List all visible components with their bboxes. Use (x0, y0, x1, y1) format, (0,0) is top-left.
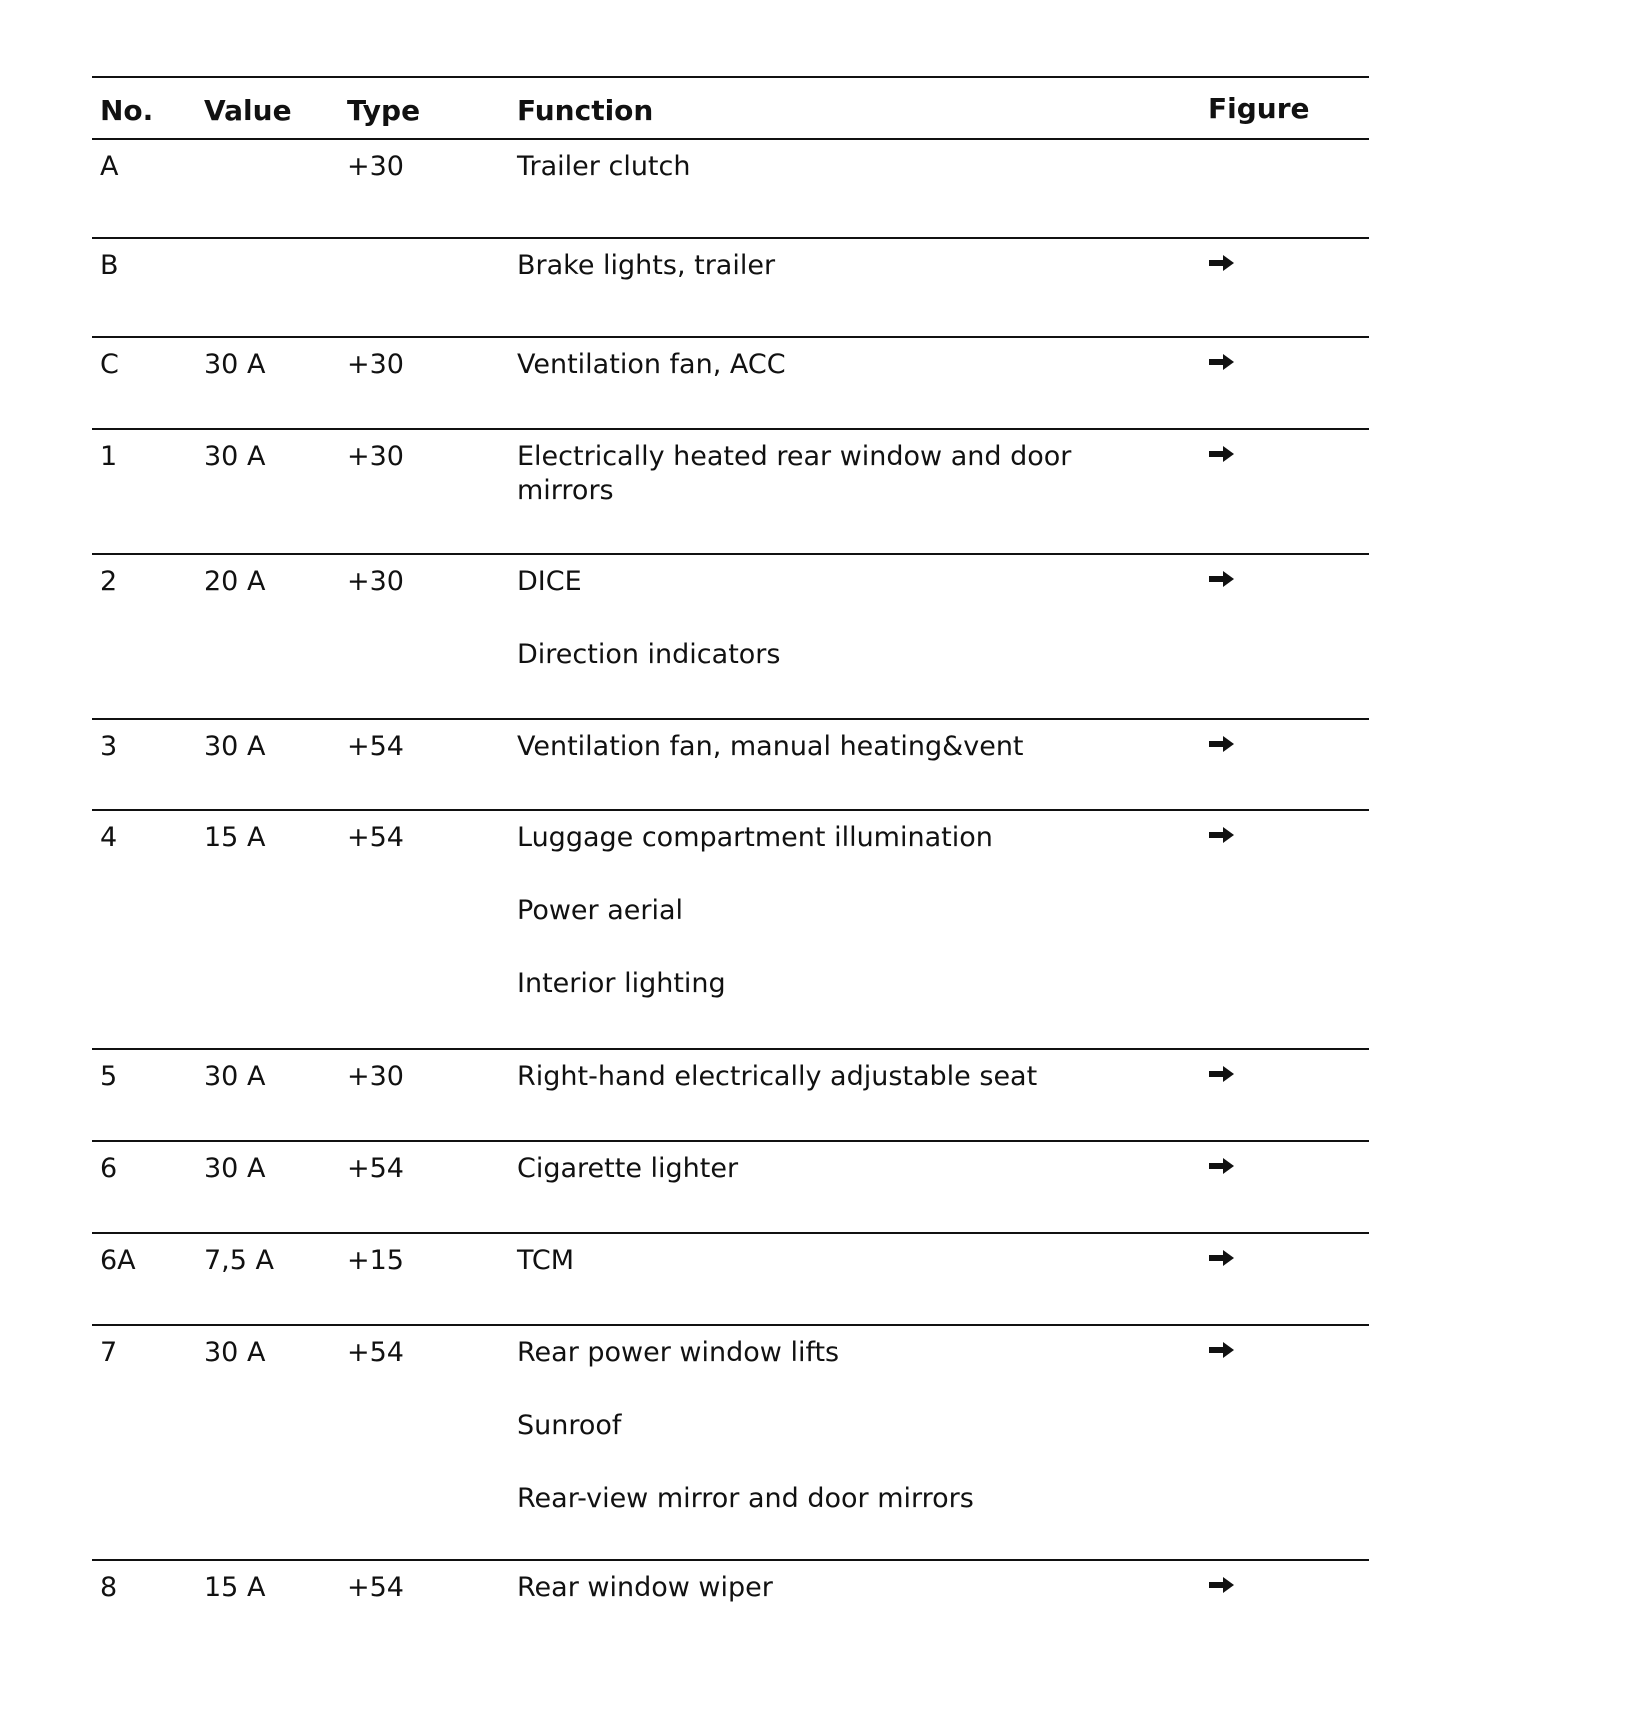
cell-function (517, 821, 1117, 1001)
cell-type: +54 (347, 1572, 404, 1603)
cell-function (517, 1571, 1117, 1605)
cell-function (517, 348, 1117, 382)
cell-function (517, 1060, 1117, 1094)
cell-type: +30 (347, 441, 404, 472)
table-row (92, 430, 1369, 555)
right-arrow-icon[interactable] (1207, 253, 1237, 273)
cell-no: 8 (100, 1572, 118, 1603)
cell-value: 30 A (204, 1153, 266, 1184)
cell-function (517, 440, 1117, 508)
cell-no: 1 (100, 441, 118, 472)
fuse-table (92, 76, 1369, 1651)
cell-value: 7,5 A (204, 1245, 274, 1276)
cell-no: C (100, 349, 119, 380)
cell-type: +54 (347, 731, 404, 762)
function-line: Brake lights, trailer (517, 250, 776, 281)
function-line: Rear window wiper (517, 1572, 773, 1603)
cell-no: A (100, 151, 119, 182)
cell-value: 30 A (204, 1061, 266, 1092)
function-line: Right-hand electrically adjustable seat (517, 1061, 1038, 1092)
header-function: Function (517, 94, 654, 127)
function-line: Power aerial (517, 895, 684, 926)
cell-value: 15 A (204, 1572, 266, 1603)
cell-function (517, 565, 1117, 672)
table-row (92, 555, 1369, 720)
function-line: Electrically heated rear window and door mirrors (517, 441, 1072, 506)
right-arrow-icon[interactable] (1207, 1064, 1237, 1084)
header-value: Value (204, 94, 292, 127)
cell-type: +15 (347, 1245, 404, 1276)
right-arrow-icon[interactable] (1207, 1156, 1237, 1176)
cell-type: +30 (347, 349, 404, 380)
right-arrow-icon[interactable] (1207, 1575, 1237, 1595)
function-line: Direction indicators (517, 639, 781, 670)
function-line: Cigarette lighter (517, 1153, 739, 1184)
table-row (92, 1234, 1369, 1326)
cell-type: +30 (347, 1061, 404, 1092)
cell-no: 6A (100, 1245, 136, 1276)
cell-type: +54 (347, 1337, 404, 1368)
cell-type: +30 (347, 151, 404, 182)
cell-function (517, 1336, 1117, 1516)
cell-function (517, 730, 1117, 764)
cell-no: 3 (100, 731, 118, 762)
right-arrow-icon[interactable] (1207, 1340, 1237, 1360)
header-figure: Figure (1208, 92, 1310, 125)
cell-no: 2 (100, 566, 118, 597)
right-arrow-icon[interactable] (1207, 444, 1237, 464)
cell-function (517, 249, 1117, 283)
cell-value: 15 A (204, 822, 266, 853)
cell-type: +54 (347, 1153, 404, 1184)
function-line: Luggage compartment illumination (517, 822, 993, 853)
table-row (92, 1326, 1369, 1561)
cell-value: 30 A (204, 731, 266, 762)
right-arrow-icon[interactable] (1207, 1248, 1237, 1268)
cell-value: 30 A (204, 441, 266, 472)
table-row (92, 1561, 1369, 1651)
cell-no: 5 (100, 1061, 118, 1092)
table-row (92, 140, 1369, 239)
table-row (92, 1142, 1369, 1234)
table-row (92, 338, 1369, 430)
table-row (92, 1050, 1369, 1142)
cell-function (517, 150, 1117, 184)
right-arrow-icon[interactable] (1207, 569, 1237, 589)
right-arrow-icon[interactable] (1207, 734, 1237, 754)
function-line: Rear-view mirror and door mirrors (517, 1483, 974, 1514)
right-arrow-icon[interactable] (1207, 825, 1237, 845)
cell-no: 7 (100, 1337, 118, 1368)
cell-no: 6 (100, 1153, 118, 1184)
table-row (92, 811, 1369, 1050)
function-line: Sunroof (517, 1410, 622, 1441)
right-arrow-icon[interactable] (1207, 352, 1237, 372)
cell-value: 30 A (204, 349, 266, 380)
function-line: Ventilation fan, ACC (517, 349, 786, 380)
cell-type: +30 (347, 566, 404, 597)
header-no: No. (100, 94, 154, 127)
function-line: Interior lighting (517, 968, 726, 999)
cell-value: 30 A (204, 1337, 266, 1368)
table-header-row (92, 78, 1369, 140)
table-body (92, 140, 1369, 1651)
cell-function (517, 1152, 1117, 1186)
function-line: Trailer clutch (517, 151, 691, 182)
function-line: Rear power window lifts (517, 1337, 840, 1368)
header-type: Type (347, 94, 421, 127)
cell-type: +54 (347, 822, 404, 853)
cell-no: B (100, 250, 119, 281)
function-line: DICE (517, 566, 582, 597)
cell-no: 4 (100, 822, 118, 853)
function-line: TCM (517, 1245, 575, 1276)
table-row (92, 720, 1369, 811)
table-row (92, 239, 1369, 338)
cell-value: 20 A (204, 566, 266, 597)
cell-function (517, 1244, 1117, 1278)
function-line: Ventilation fan, manual heating&vent (517, 731, 1024, 762)
